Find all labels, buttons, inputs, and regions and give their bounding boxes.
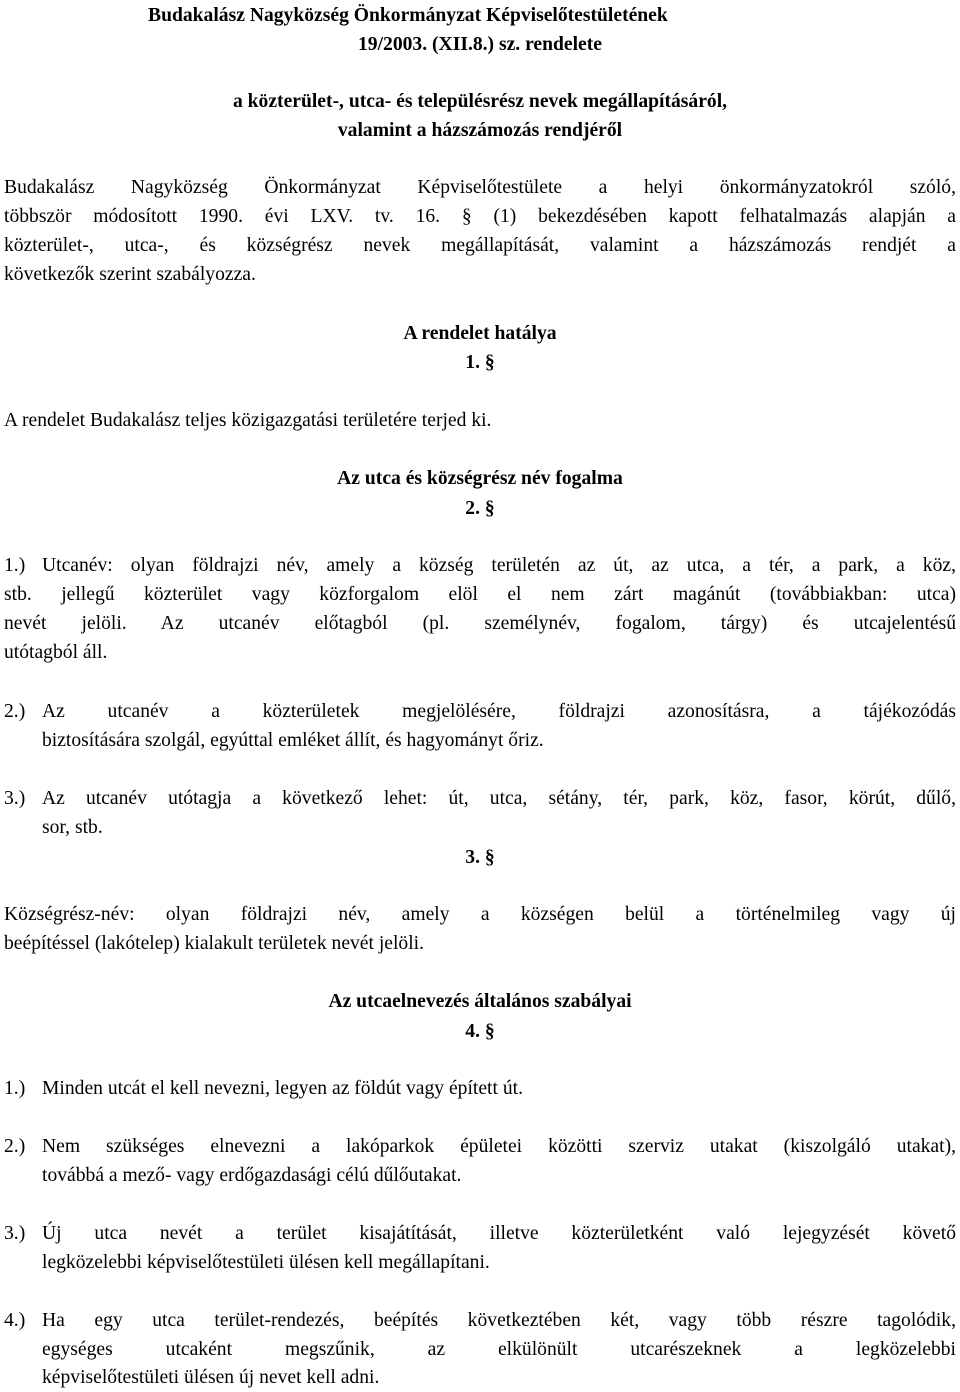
- s4-p3-line-2: legközelebbi képviselőtestületi ülésen kell megállapítani.: [42, 1252, 490, 1273]
- section-3-number: 3. §: [465, 847, 495, 868]
- title-line-3: a közterület-, utca- és településrész nevek megállapításáról,: [232, 91, 728, 112]
- s2-p3-line-2: sor, stb.: [42, 817, 103, 838]
- preamble-line-4: következők szerint szabályozza.: [4, 264, 256, 285]
- s2-p1-line-4: utótagból áll.: [4, 642, 108, 663]
- preamble-line-2: többször módosított 1990. évi LXV. tv. 16. § (1) bekezdésében kapott felhatalmazás alapján a: [4, 206, 956, 227]
- title-line-2: 19/2003. (XII.8.) sz. rendelete: [358, 34, 602, 55]
- s4-p4-line-1: Ha egy utca terület-rendezés, beépítés következtében két, vagy több részre tagolódik,: [42, 1310, 956, 1331]
- s2-p1-number: 1.): [4, 555, 26, 576]
- s2-p2-number: 2.): [4, 701, 26, 722]
- s2-p3-number: 3.): [4, 788, 26, 809]
- section-1-number: 1. §: [465, 352, 495, 373]
- s2-p1-line-3: nevét jelöli. Az utcanév előtagból (pl. személynév, fogalom, tárgy) és utcajelentésű: [4, 613, 956, 634]
- s3-line-2: beépítéssel (lakótelep) kialakult területek nevét jelöli.: [4, 933, 425, 954]
- section-4-number: 4. §: [465, 1021, 495, 1042]
- s4-p3-number: 3.): [4, 1223, 26, 1244]
- s2-p2-line-1: Az utcanév a közterületek megjelölésére, földrajzi azonosításra, a tájékozódás: [42, 701, 956, 722]
- s2-p2-line-2: biztosítására szolgál, egyúttal emléket állít, és hagyományt őriz.: [42, 730, 544, 751]
- title-line-1: Budakalász Nagyközség Önkormányzat Képviselőtestületének: [148, 5, 668, 26]
- section-2-number: 2. §: [465, 498, 495, 519]
- s2-p1-line-1: Utcanév: olyan földrajzi név, amely a község területén az út, az utca, a tér, a park, a köz,: [42, 555, 956, 576]
- s4-p2-number: 2.): [4, 1136, 26, 1157]
- s3-line-1: Községrész-név: olyan földrajzi név, amely a községen belül a történelmileg vagy új: [4, 904, 956, 925]
- s2-p1-line-2: stb. jellegű közterület vagy közforgalom elöl el nem zárt magánút (továbbiakban: utca): [4, 584, 956, 605]
- s4-p3-line-1: Új utca nevét a terület kisajátítását, illetve közterületként való lejegyzését követő: [42, 1223, 956, 1244]
- s4-p2-line-1: Nem szükséges elnevezni a lakóparkok épületei közötti szerviz utakat (kiszolgáló utakat),: [42, 1136, 956, 1157]
- s4-p2-line-2: továbbá a mező- vagy erdőgazdasági célú dűlőutakat.: [42, 1165, 462, 1186]
- section-4-heading: Az utcaelnevezés általános szabályai: [328, 991, 632, 1012]
- section-1-text: A rendelet Budakalász teljes közigazgatási területére terjed ki.: [4, 410, 492, 431]
- title-line-4: valamint a házszámozás rendjéről: [337, 120, 623, 141]
- section-1-heading: A rendelet hatálya: [403, 323, 557, 344]
- s4-p1-line-1: Minden utcát el kell nevezni, legyen az földút vagy épített út.: [42, 1078, 523, 1099]
- preamble-line-3: közterület-, utca-, és községrész nevek megállapítását, valamint a házszámozás rendjét a: [4, 235, 956, 256]
- s2-p3-line-1: Az utcanév utótagja a következő lehet: út, utca, sétány, tér, park, köz, fasor, körút, dűlő,: [42, 788, 956, 809]
- s4-p4-line-2: egységes utcaként megszűnik, az elkülönült utcarészeknek a legközelebbi: [42, 1339, 956, 1360]
- s4-p1-number: 1.): [4, 1078, 26, 1099]
- preamble-line-1: Budakalász Nagyközség Önkormányzat Képviselőtestülete a helyi önkormányzatokról szóló,: [4, 177, 956, 198]
- s4-p4-line-3: képviselőtestületi ülésen új nevet kell adni.: [42, 1367, 380, 1388]
- s4-p4-number: 4.): [4, 1310, 26, 1331]
- section-2-heading: Az utca és községrész név fogalma: [337, 468, 623, 489]
